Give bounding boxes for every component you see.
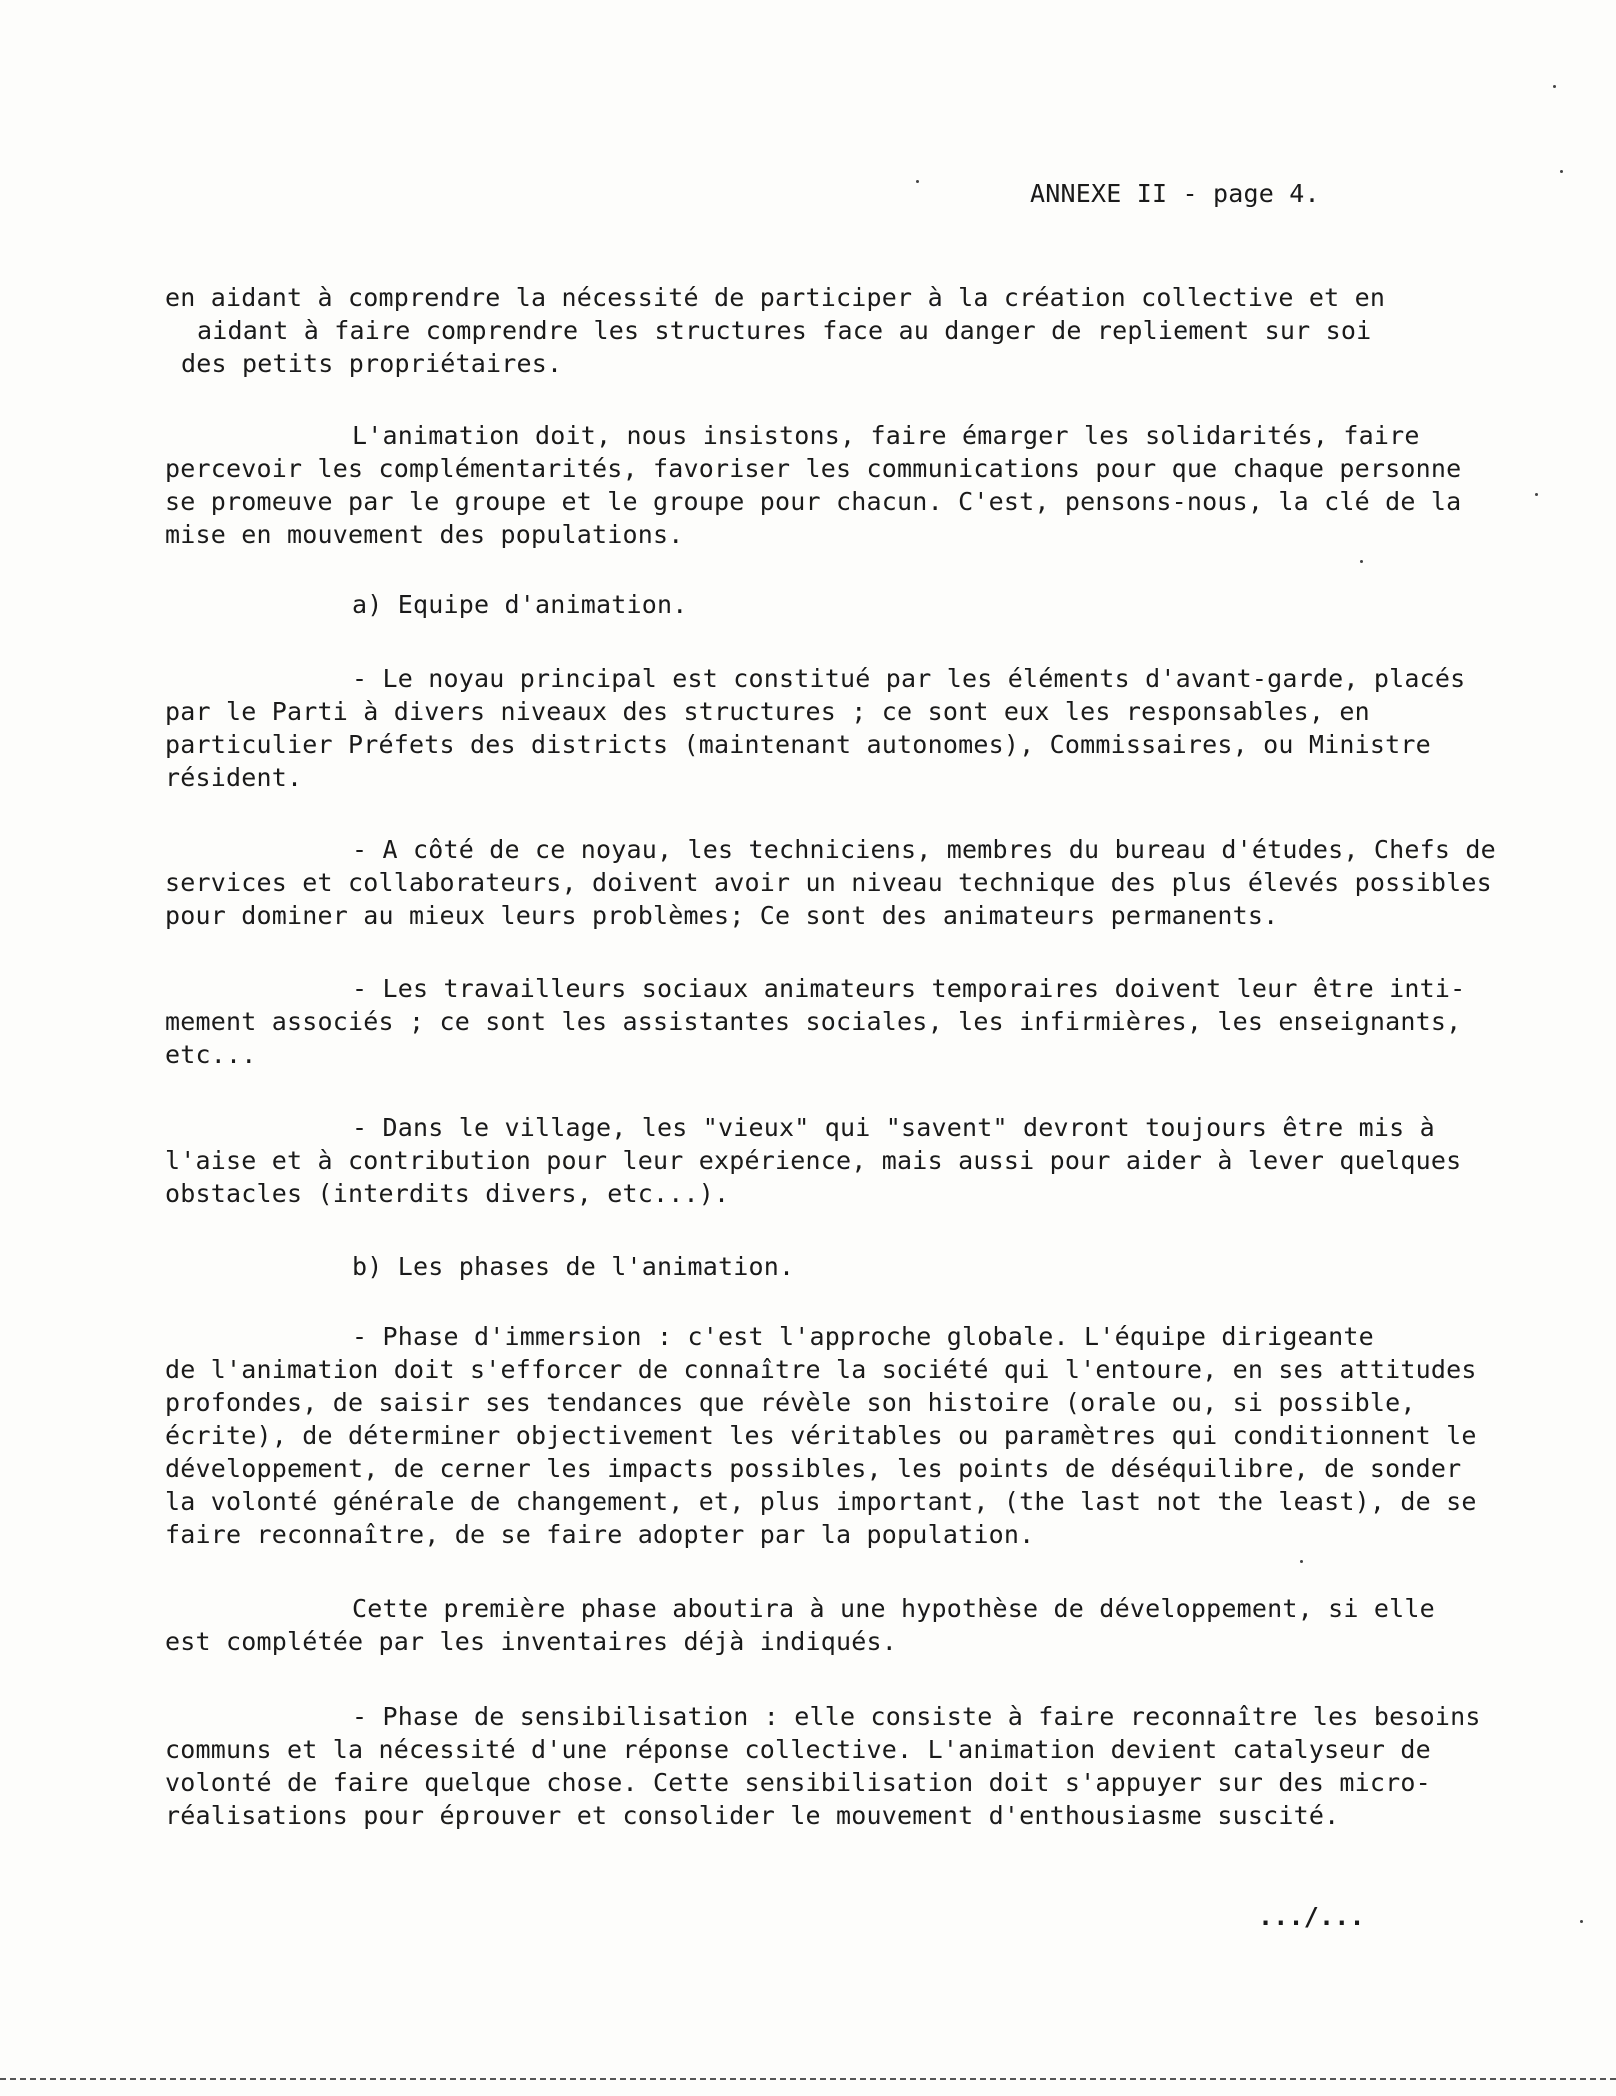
text-line: obstacles (interdits divers, etc...).	[165, 1179, 730, 1208]
text-line: de l'animation doit s'efforcer de connaître la société qui l'entoure, en ses attitudes	[165, 1355, 1477, 1384]
text-line: L'animation doit, nous insistons, faire émarger les solidarités, faire	[352, 421, 1420, 450]
text-line: développement, de cerner les impacts possibles, les points de déséquilibre, de sonder	[165, 1454, 1462, 1483]
page-header: ANNEXE II - page 4.	[1030, 179, 1320, 208]
text-line: mise en mouvement des populations.	[165, 520, 684, 549]
section-heading: b) Les phases de l'animation.	[352, 1252, 795, 1281]
text-line: pour dominer au mieux leurs problèmes; Ce sont des animateurs permanents.	[165, 901, 1279, 930]
text-line: etc...	[165, 1040, 257, 1069]
page-edge-line	[0, 2078, 1616, 2080]
text-line: l'aise et à contribution pour leur expérience, mais aussi pour aider à lever quelques	[165, 1146, 1462, 1175]
text-line: en aidant à comprendre la nécessité de participer à la création collective et en	[165, 283, 1386, 312]
text-line: particulier Préfets des districts (maintenant autonomes), Commissaires, ou Ministre	[165, 730, 1431, 759]
text-line: résident.	[165, 763, 303, 792]
section-heading: a) Equipe d'animation.	[352, 590, 688, 619]
text-line: la volonté générale de changement, et, plus important, (the last not the least), de se	[165, 1487, 1477, 1516]
text-line: est complétée par les inventaires déjà indiqués.	[165, 1627, 898, 1656]
text-line: services et collaborateurs, doivent avoir un niveau technique des plus élevés possibles	[165, 868, 1492, 897]
text-line: communs et la nécessité d'une réponse collective. L'animation devient catalyseur de	[165, 1735, 1431, 1764]
text-line: volonté de faire quelque chose. Cette sensibilisation doit s'appuyer sur des micro-	[165, 1768, 1431, 1797]
text-line: des petits propriétaires.	[181, 349, 563, 378]
text-line: par le Parti à divers niveaux des structures ; ce sont eux les responsables, en	[165, 697, 1370, 726]
text-line: faire reconnaître, de se faire adopter par la population.	[165, 1520, 1035, 1549]
text-line: aidant à faire comprendre les structures face au danger de repliement sur soi	[197, 316, 1372, 345]
text-line: - A côté de ce noyau, les techniciens, membres du bureau d'études, Chefs de	[352, 835, 1496, 864]
text-line: percevoir les complémentarités, favoriser les communications pour que chaque personne	[165, 454, 1462, 483]
continuation-mark: .../...	[1258, 1902, 1365, 1931]
text-line: - Le noyau principal est constitué par les éléments d'avant-garde, placés	[352, 664, 1466, 693]
text-line: profondes, de saisir ses tendances que révèle son histoire (orale ou, si possible,	[165, 1388, 1416, 1417]
text-line: mement associés ; ce sont les assistantes sociales, les infirmières, les enseignants,	[165, 1007, 1462, 1036]
text-line: - Dans le village, les "vieux" qui "savent" devront toujours être mis à	[352, 1113, 1435, 1142]
text-line: se promeuve par le groupe et le groupe pour chacun. C'est, pensons-nous, la clé de la	[165, 487, 1462, 516]
text-line: Cette première phase aboutira à une hypothèse de développement, si elle	[352, 1594, 1435, 1623]
text-line: - Les travailleurs sociaux animateurs temporaires doivent leur être inti-	[352, 974, 1466, 1003]
text-line: réalisations pour éprouver et consolider le mouvement d'enthousiasme suscité.	[165, 1801, 1340, 1830]
text-line: écrite), de déterminer objectivement les véritables ou paramètres qui conditionnent le	[165, 1421, 1477, 1450]
text-line: - Phase d'immersion : c'est l'approche globale. L'équipe dirigeante	[352, 1322, 1374, 1351]
text-line: - Phase de sensibilisation : elle consiste à faire reconnaître les besoins	[352, 1702, 1481, 1731]
